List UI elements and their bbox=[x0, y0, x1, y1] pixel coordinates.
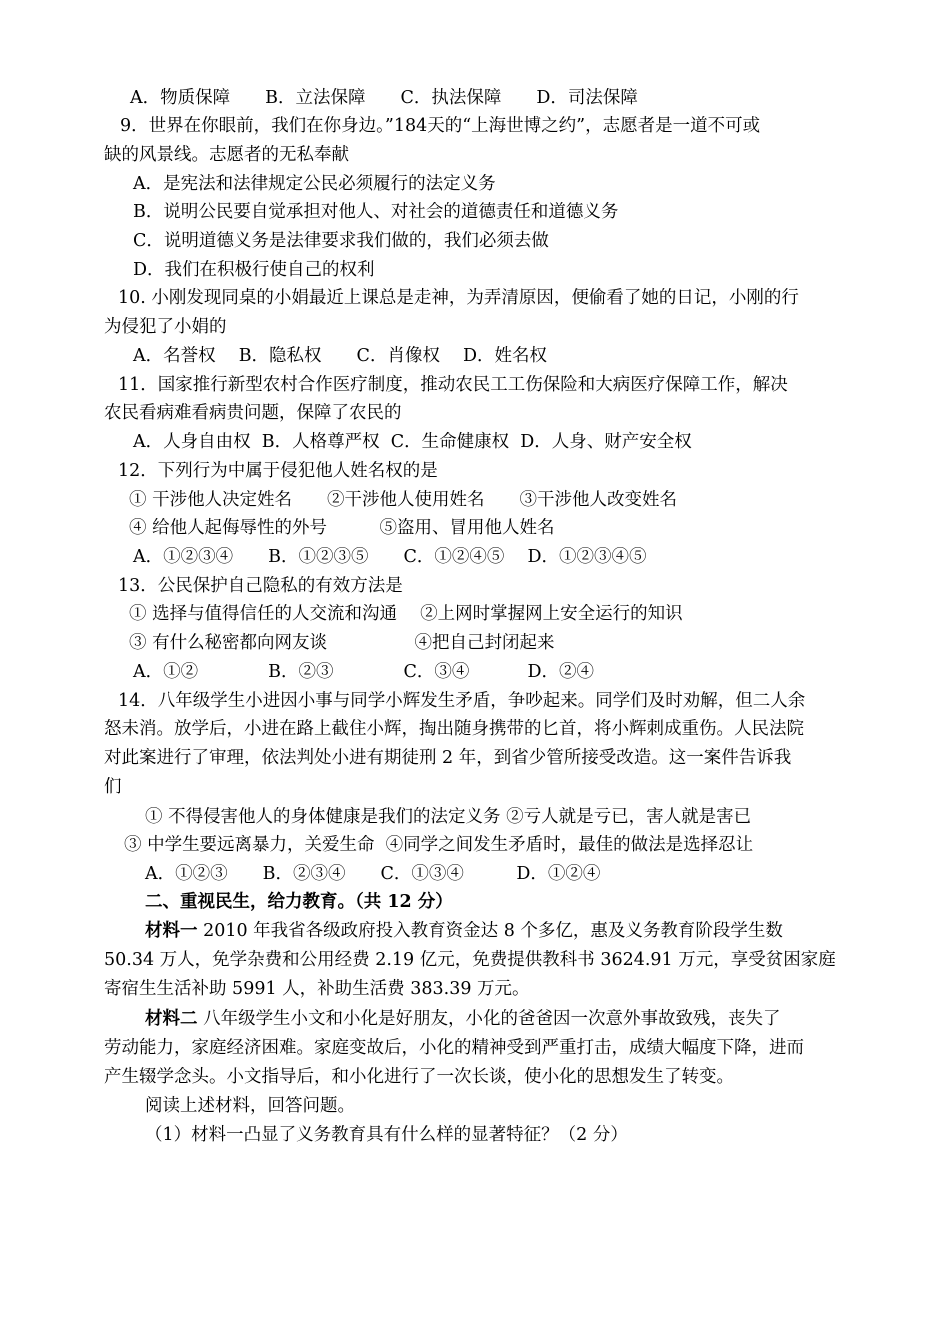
q13-options: A．①② B．②③ C．③④ D．②④ bbox=[133, 662, 594, 682]
q9-option-a: A．是宪法和法律规定公民必须履行的法定义务 bbox=[133, 174, 496, 194]
q12-items-line1: ① 干涉他人决定姓名 ②干涉他人使用姓名 ③干涉他人改变姓名 bbox=[129, 490, 678, 510]
material1-text: 2010 年我省各级政府投入教育资金达 8 个多亿，惠及义务教育阶段学生数 bbox=[197, 921, 783, 941]
q14-stem-line3: 对此案进行了审理，依法判处小进有期徒刑 2 年，到省少管所接受改造。这一案件告诉我 bbox=[104, 748, 792, 768]
question-1: （1）材料一凸显了义务教育具有什么样的显著特征？（2 分） bbox=[145, 1125, 628, 1145]
q14-stem-line1: 14．八年级学生小进因小事与同学小辉发生矛盾，争吵起来。同学们及时劝解，但二人余 bbox=[118, 691, 806, 711]
q13-items-line2: ③ 有什么秘密都向网友谈 ④把自己封闭起来 bbox=[129, 633, 555, 653]
material1-line2: 50.34 万人，免学杂费和公用经费 2.19 亿元，免费提供教科书 3624.91 万元，享受贫困家庭 bbox=[104, 950, 836, 970]
q14-items-line2: ③ 中学生要远离暴力，关爱生命 ④同学之间发生矛盾时，最佳的做法是选择忍让 bbox=[124, 835, 754, 855]
material1-label: 材料一 bbox=[145, 921, 198, 941]
material1-line1 bbox=[145, 917, 783, 945]
q12-items-line2: ④ 给他人起侮辱性的外号 ⑤盗用、冒用他人姓名 bbox=[129, 518, 555, 538]
q13-items-line1: ① 选择与值得信任的人交流和沟通 ②上网时掌握网上安全运行的知识 bbox=[129, 604, 683, 624]
q9-option-d: D．我们在积极行使自己的权利 bbox=[133, 260, 375, 280]
material2-label: 材料二 bbox=[145, 1009, 198, 1029]
material2-line2: 劳动能力，家庭经济困难。家庭变故后，小化的精神受到严重打击，成绩大幅度下降，进而 bbox=[104, 1038, 804, 1058]
reading-instruction: 阅读上述材料，回答问题。 bbox=[145, 1096, 355, 1116]
q14-options: A．①②③ B．②③④ C．①③④ D．①②④ bbox=[145, 864, 601, 884]
material2-line1 bbox=[145, 1005, 781, 1033]
q12-options: A．①②③④ B．①②③⑤ C．①②④⑤ D．①②③④⑤ bbox=[133, 547, 647, 567]
q8-options: A．物质保障 B．立法保障 C．执法保障 D．司法保障 bbox=[130, 88, 638, 108]
section2-heading: 二、重视民生，给力教育。（共 12 分） bbox=[145, 892, 453, 912]
q14-stem-line4: 们 bbox=[104, 777, 122, 797]
q11-options: A．人身自由权 B．人格尊严权 C．生命健康权 D．人身、财产安全权 bbox=[133, 432, 692, 452]
q14-stem-line2: 怒未消。放学后，小进在路上截住小辉，掏出随身携带的匕首，将小辉刺成重伤。人民法院 bbox=[104, 719, 804, 739]
q14-items-line1: ① 不得侵害他人的身体健康是我们的法定义务 ②亏人就是亏已，害人就是害已 bbox=[145, 807, 752, 827]
material2-text: 八年级学生小文和小化是好朋友，小化的爸爸因一次意外事故致残，丧失了 bbox=[197, 1009, 781, 1029]
q9-stem-line2: 缺的风景线。志愿者的无私奉献 bbox=[104, 145, 349, 165]
q12-stem: 12．下列行为中属于侵犯他人姓名权的是 bbox=[118, 461, 438, 481]
q9-option-b: B．说明公民要自觉承担对他人、对社会的道德责任和道德义务 bbox=[133, 202, 619, 222]
material2-line3: 产生辍学念头。小文指导后，和小化进行了一次长谈，使小化的思想发生了转变。 bbox=[104, 1067, 734, 1087]
q10-stem-line2: 为侵犯了小娟的 bbox=[104, 317, 227, 337]
q10-stem-line1: 10. 小刚发现同桌的小娟最近上课总是走神，为弄清原因，便偷看了她的日记，小刚的行 bbox=[118, 288, 799, 308]
q11-stem-line2: 农民看病难看病贵问题，保障了农民的 bbox=[104, 403, 402, 423]
material1-line3: 寄宿生生活补助 5991 人，补助生活费 383.39 万元。 bbox=[104, 979, 530, 999]
q10-options: A．名誉权 B．隐私权 C．肖像权 D．姓名权 bbox=[133, 346, 548, 366]
q11-stem-line1: 11．国家推行新型农村合作医疗制度，推动农民工工伤保险和大病医疗保障工作，解决 bbox=[118, 375, 788, 395]
q13-stem: 13．公民保护自己隐私的有效方法是 bbox=[118, 576, 403, 596]
q9-option-c: C．说明道德义务是法律要求我们做的，我们必须去做 bbox=[133, 231, 549, 251]
q9-stem-line1: 9．世界在你眼前，我们在你身边。”184天的“上海世博之约”，志愿者是一道不可或 bbox=[120, 116, 761, 136]
